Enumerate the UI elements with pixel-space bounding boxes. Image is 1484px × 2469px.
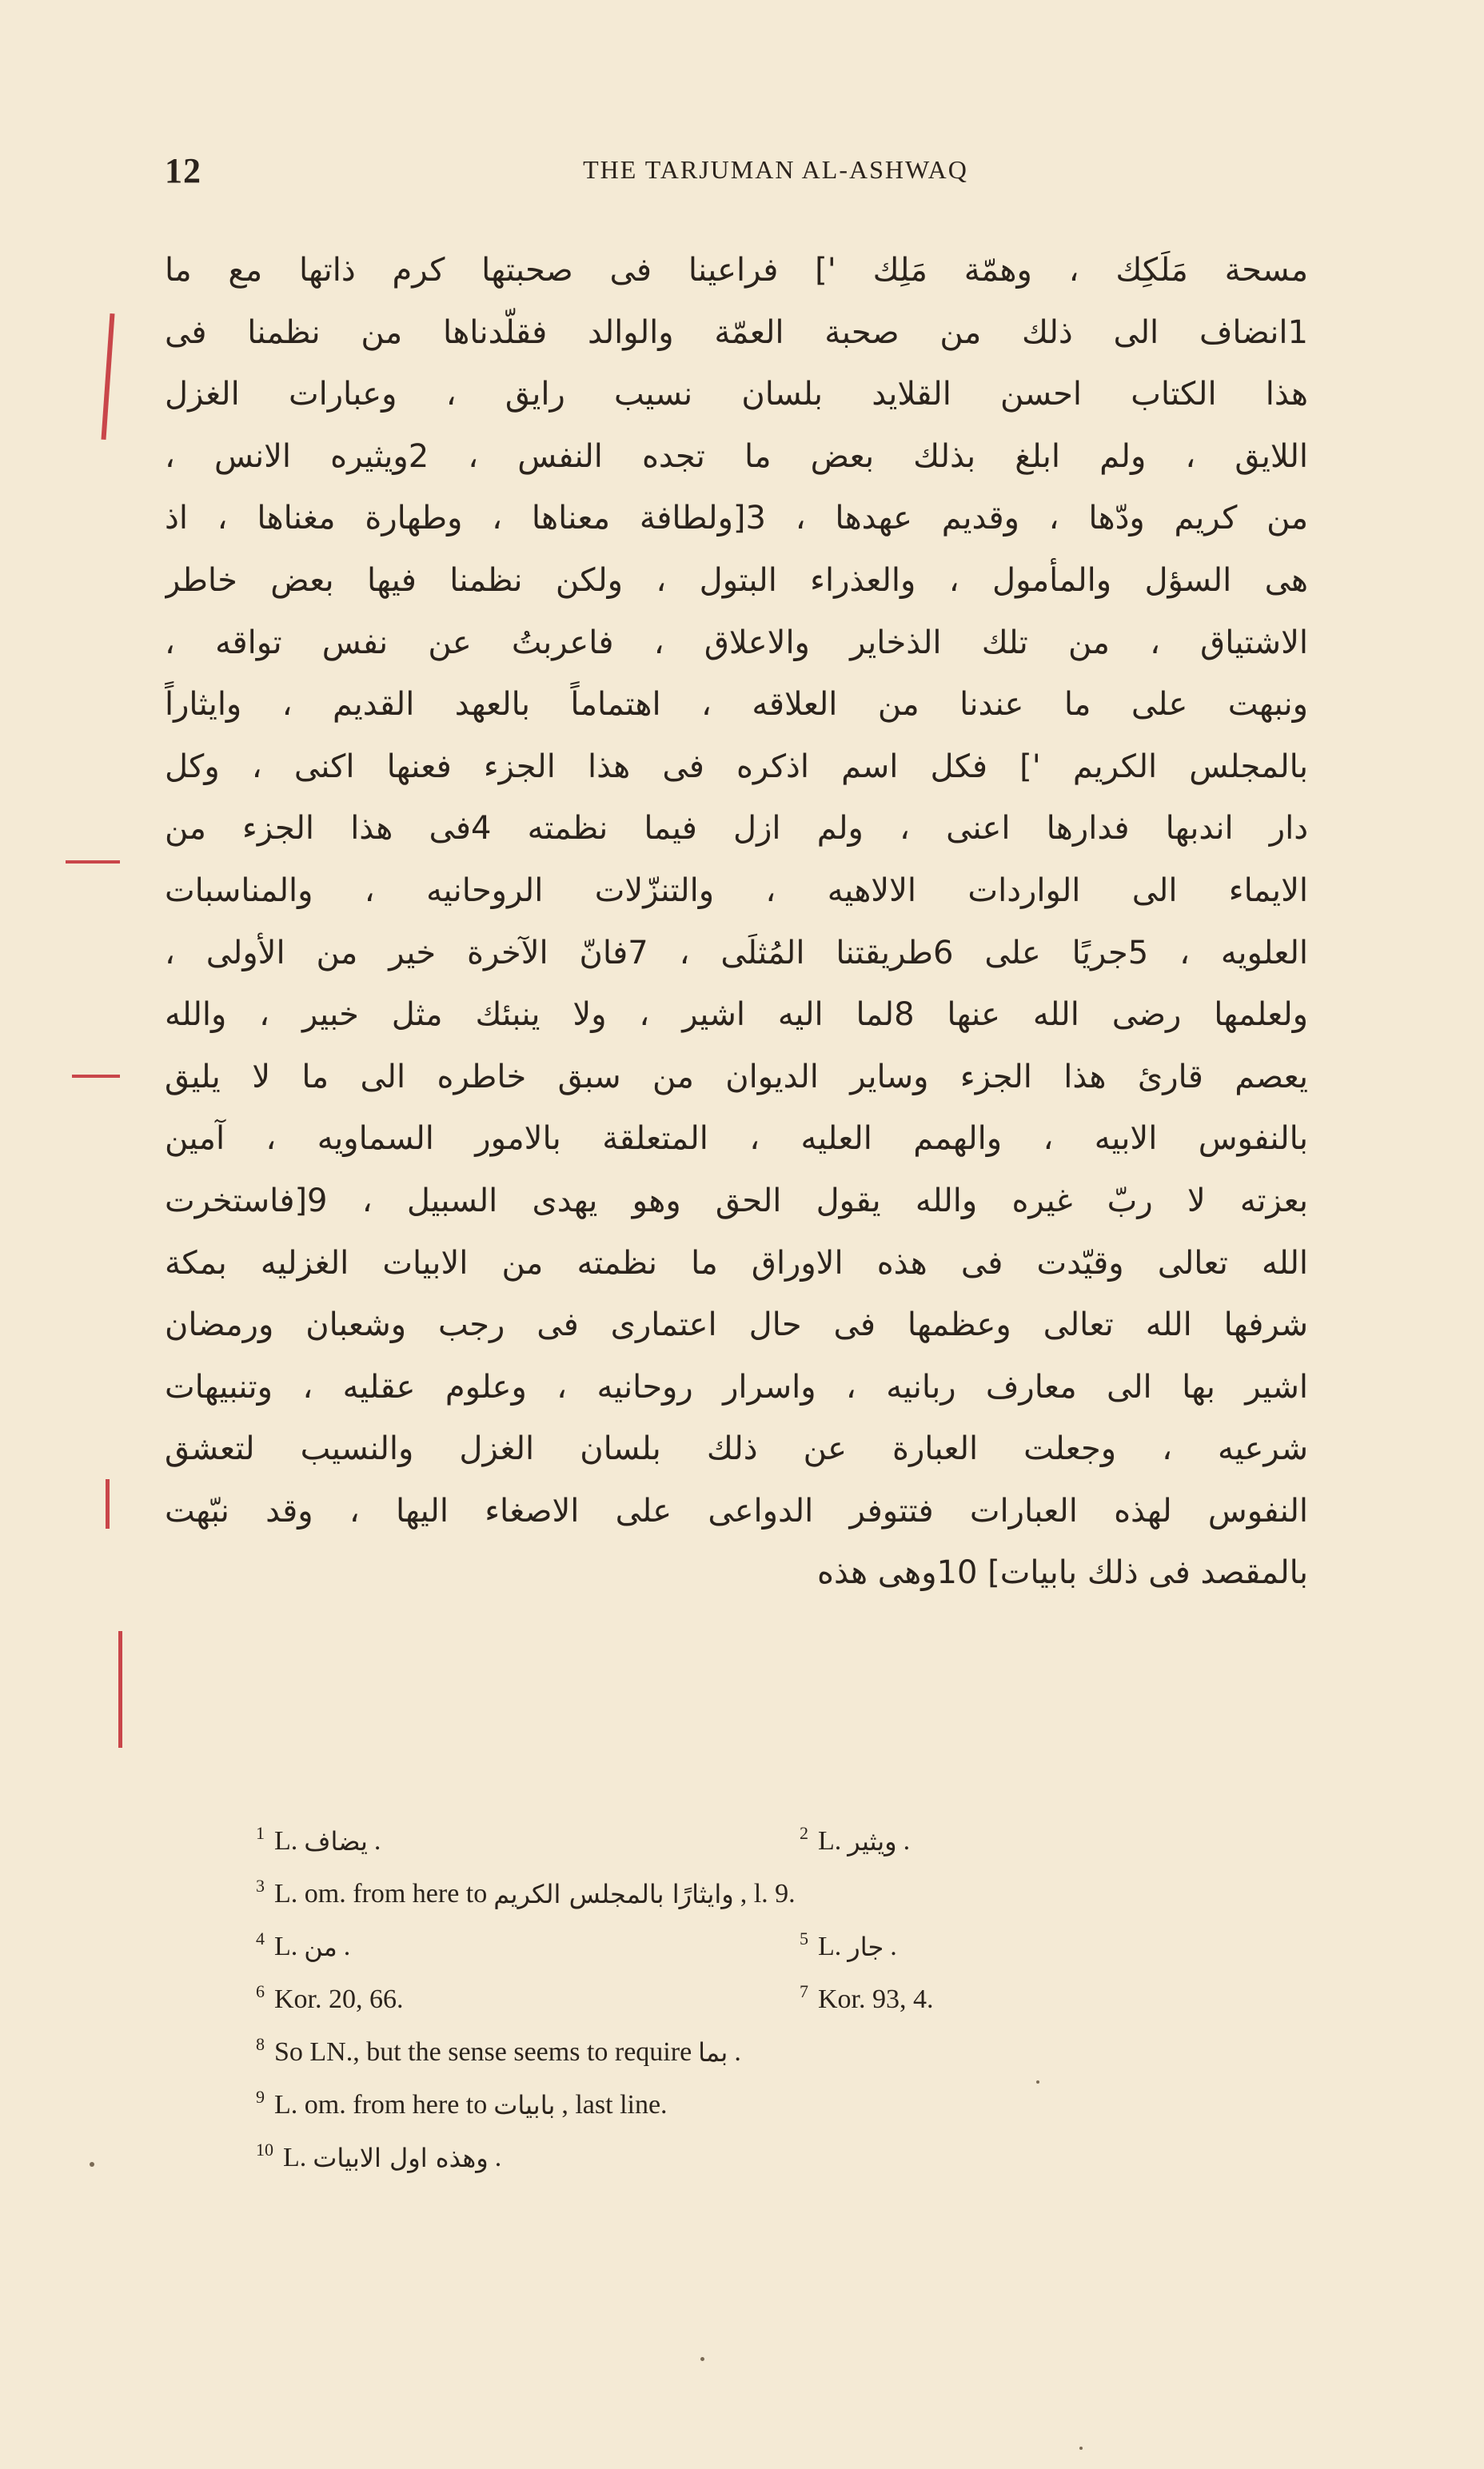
text-line: شرعيه ، وجعلت العبارة عن ذلك بلسان الغزل والنسيب لتعشق [165, 1430, 1308, 1468]
ink-spot [1079, 2447, 1083, 2450]
text-line: ونبهت على ما عندنا من العلاقه ، اهتماماً بالعهد القديم ، وايثاراً [165, 686, 1308, 724]
text-line: هى السؤل والمأمول ، والعذراء البتول ، ولكن نظمنا فيها بعض خاطر [165, 561, 1308, 599]
footnote-8: 8 So LN., but the sense seems to require بما . [256, 2034, 741, 2068]
text-line: الله تعالى وقيّدت فى هذه الاوراق ما نظمته من الابيات الغزليه بمكة [165, 1244, 1308, 1282]
text-line: اللايق ، ولم ابلغ بذلك بعض ما تجده النفس ، 2ويثيره الانس ، [165, 437, 1308, 475]
footnote-3: 3 L. om. from here to وايثارًا بالمجلس الكريم , l. 9. [256, 1876, 796, 1909]
margin-mark-dash-2 [72, 1075, 120, 1078]
text-line: بعزته لا ربّ غيره والله يقول الحق وهو يهدى السبيل ، 9[فاستخرت [165, 1182, 1308, 1219]
footnote-7: 7 Kor. 93, 4. [800, 1981, 934, 2014]
text-line: هذا الكتاب احسن القلايد بلسان نسيب رايق ، وعبارات الغزل [165, 376, 1308, 413]
footnote-row [256, 2026, 1175, 2079]
footnote-row [256, 2132, 1175, 2184]
margin-mark-dash-1 [66, 860, 120, 864]
footnote-2: 2 L. ويثير . [800, 1823, 911, 1857]
footnote-10: 10 L. وهذه اول الابيات . [256, 2140, 502, 2173]
footnote-row [256, 1921, 1175, 1973]
footnotes [256, 1815, 1175, 2184]
margin-mark-bracket-3 [118, 1631, 122, 1748]
running-head: THE TARJUMAN AL-ASHWAQ [583, 155, 968, 184]
text-line: بالنفوس الابيه ، والهمم العليه ، المتعلقة بالامور السماويه ، آمين [165, 1120, 1308, 1158]
text-line: من كريم ودّها ، وقديم عهدها ، 3[ولطافة معناها ، وطهارة مغناها ، اذ [165, 500, 1308, 537]
text-line: بالمقصد فى ذلك بابيات] 10وهى هذه [817, 1554, 1308, 1592]
footnote-9: 9 L. om. from here to بابيات , last line. [256, 2087, 668, 2120]
text-line: الايماء الى الواردات الالاهيه ، والتنزّلات الروحانيه ، والمناسبات [165, 872, 1308, 909]
text-line: الاشتياق ، من تلك الذخاير والاعلاق ، فاعربتُ عن نفس تواقه ، [165, 624, 1308, 661]
ink-spot [700, 2357, 704, 2361]
text-line: العلويه ، 5جريًا على 6طريقتنا المُثلَى ، 7فانّ الآخرة خير من الأولى ، [165, 934, 1308, 971]
text-line: النفوس لهذه العبارات فتتوفر الدواعى على الاصغاء اليها ، وقد نبّهت [165, 1492, 1308, 1530]
footnote-row [256, 1973, 1175, 2026]
footnote-4: 4 L. من . [256, 1929, 351, 1962]
text-line: ولعلمها رضى الله عنها 8لما اليه اشير ، ولا ينبئك مثل خبير ، والله [165, 996, 1308, 1034]
page-number: 12 [165, 151, 201, 190]
arabic-text-body [165, 240, 1308, 1605]
footnote-row [256, 1868, 1175, 1921]
text-line: 1انضاف الى ذلك من صحبة العمّة والوالد فقلّدناها من نظمنا فى [165, 313, 1308, 351]
text-line: اشير بها الى معارف ربانيه ، واسرار روحانيه ، وعلوم عقليه ، وتنبيهات [165, 1368, 1308, 1406]
footnote-row [256, 1815, 1175, 1868]
text-line: شرفها الله تعالى وعظمها فى حال اعتمارى فى رجب وشعبان ورمضان [165, 1306, 1308, 1344]
footnote-1: 1 L. يضاف . [256, 1823, 381, 1857]
text-line: دار اندبها فدارها اعنى ، ولم ازل فيما نظمته 4فى هذا الجزء من [165, 810, 1308, 848]
ink-spot [90, 2162, 94, 2167]
ink-spot [1036, 2080, 1039, 2084]
text-line: بالمجلس الكريم '] فكل اسم اذكره فى هذا الجزء فعنها اكنى ، وكل [165, 748, 1308, 785]
footnote-row [256, 2079, 1175, 2132]
footnote-6: 6 Kor. 20, 66. [256, 1981, 404, 2014]
margin-mark-bracket-1 [101, 313, 114, 440]
footnote-5: 5 L. جار . [800, 1929, 897, 1962]
margin-mark-bracket-2 [106, 1479, 110, 1529]
text-line: يعصم قارئ هذا الجزء وساير الديوان من سبق خاطره الى ما لا يليق [165, 1058, 1308, 1095]
text-line: مسحة مَلَكِك ، وهمّة مَلِك '] فراعينا فى صحبتها كرم ذاتها مع ما [165, 252, 1308, 289]
